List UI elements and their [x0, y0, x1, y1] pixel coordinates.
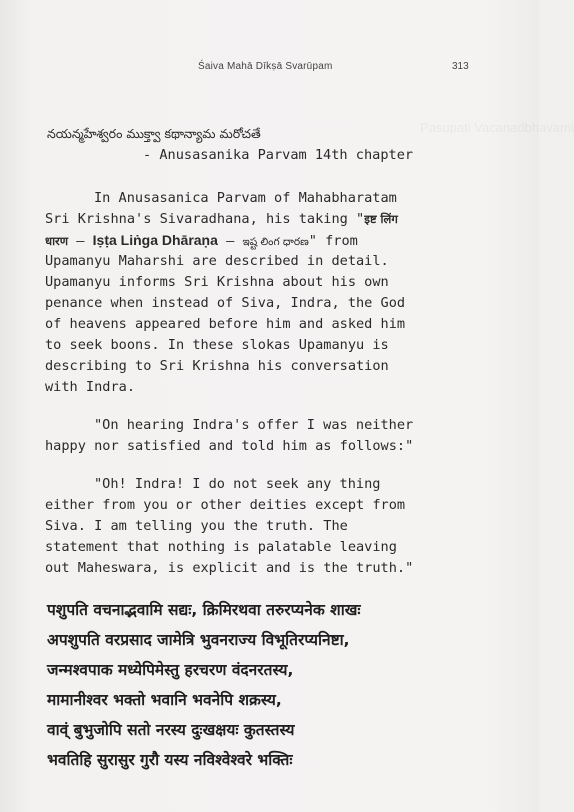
- sloka-line-3: जन्मश्वपाक मध्येपिमेस्तु हरचरण वंदनरतस्य,: [47, 661, 294, 679]
- para1-line3-tail: " from: [308, 233, 358, 249]
- sloka-line-1: पशुपति वचनाद्भवामि सद्यः, क्रिमिरथवा तरुरप्यनेक शाखः: [47, 601, 361, 619]
- para1-line4: Upamanyu Maharshi are described in detail.: [45, 253, 389, 269]
- para1-line3: [45, 232, 358, 251]
- epigraph-source: - Anusasanika Parvam 14th chapter: [143, 147, 414, 163]
- sloka-line-2: अपशुपति वरप्रसाद जामेत्रि भुवनराज्य विभूतिरप्यनिष्टा,: [47, 631, 350, 649]
- para2-line2: happy nor satisfied and told him as follows:": [45, 438, 414, 454]
- para1-line1: In Anusasanica Parvam of Mahabharatam: [94, 190, 397, 206]
- ishta-linga-telugu: ఇష్ట లింగ ధారణ: [242, 236, 309, 248]
- para1-line2-text: Sri Krishna's Sivaradhana, his taking ": [45, 211, 365, 227]
- para3-line4: statement that nothing is palatable leaving: [45, 539, 397, 555]
- bleed-through-text: Pasupati Vacanadbhavami: [420, 120, 574, 135]
- ishta-linga-devanagari: इष्ट लिंग: [364, 212, 398, 226]
- para3-line2: either from you or other deities except from: [45, 497, 406, 513]
- ishta-linga-iast: Iṣṭa Liṅga Dhāraṇa: [92, 232, 218, 248]
- para2-line1: "On hearing Indra's offer I was neither: [94, 417, 414, 433]
- para1-line7: of heavens appeared before him and asked him: [45, 316, 406, 332]
- para3-line5: out Maheswara, is explicit and is the truth.": [45, 560, 414, 576]
- sloka-line-4: मामानीश्वर भक्तो भवानि भवनेपि शक्रस्य,: [47, 691, 282, 709]
- para1-line2: [45, 211, 398, 227]
- running-title: Śaiva Mahā Dīkṣā Svarūpam: [198, 61, 333, 72]
- para3-line3: Siva. I am telling you the truth. The: [45, 518, 348, 534]
- dharana-devanagari: धारण: [45, 234, 69, 248]
- dash-2: –: [217, 233, 243, 249]
- para1-line5: Upamanyu informs Sri Krishna about his own: [45, 274, 389, 290]
- para1-line8: to seek boons. In these slokas Upamanyu is: [45, 337, 389, 353]
- para1-line6: penance when instead of Siva, Indra, the God: [45, 295, 406, 311]
- para3-line1: "Oh! Indra! I do not seek any thing: [94, 476, 381, 492]
- para1-line9: describing to Sri Krishna his conversation: [45, 358, 389, 374]
- epigraph-telugu: నయన్మహేశ్వరం ముక్త్వా కథాన్యామ మరోచతే: [47, 126, 261, 141]
- sloka-line-6: भवतिहि सुरासुर गुरौ यस्य नविश्वेश्वरे भक्तिः: [47, 751, 293, 769]
- para1-line10: with Indra.: [45, 379, 136, 395]
- dash-1: –: [68, 233, 93, 249]
- page-number: 313: [452, 61, 469, 72]
- sloka-line-5: वाव्ं बुभुजोपि सतो नरस्य दुःखक्षयः कुतस्तस्य: [47, 721, 295, 739]
